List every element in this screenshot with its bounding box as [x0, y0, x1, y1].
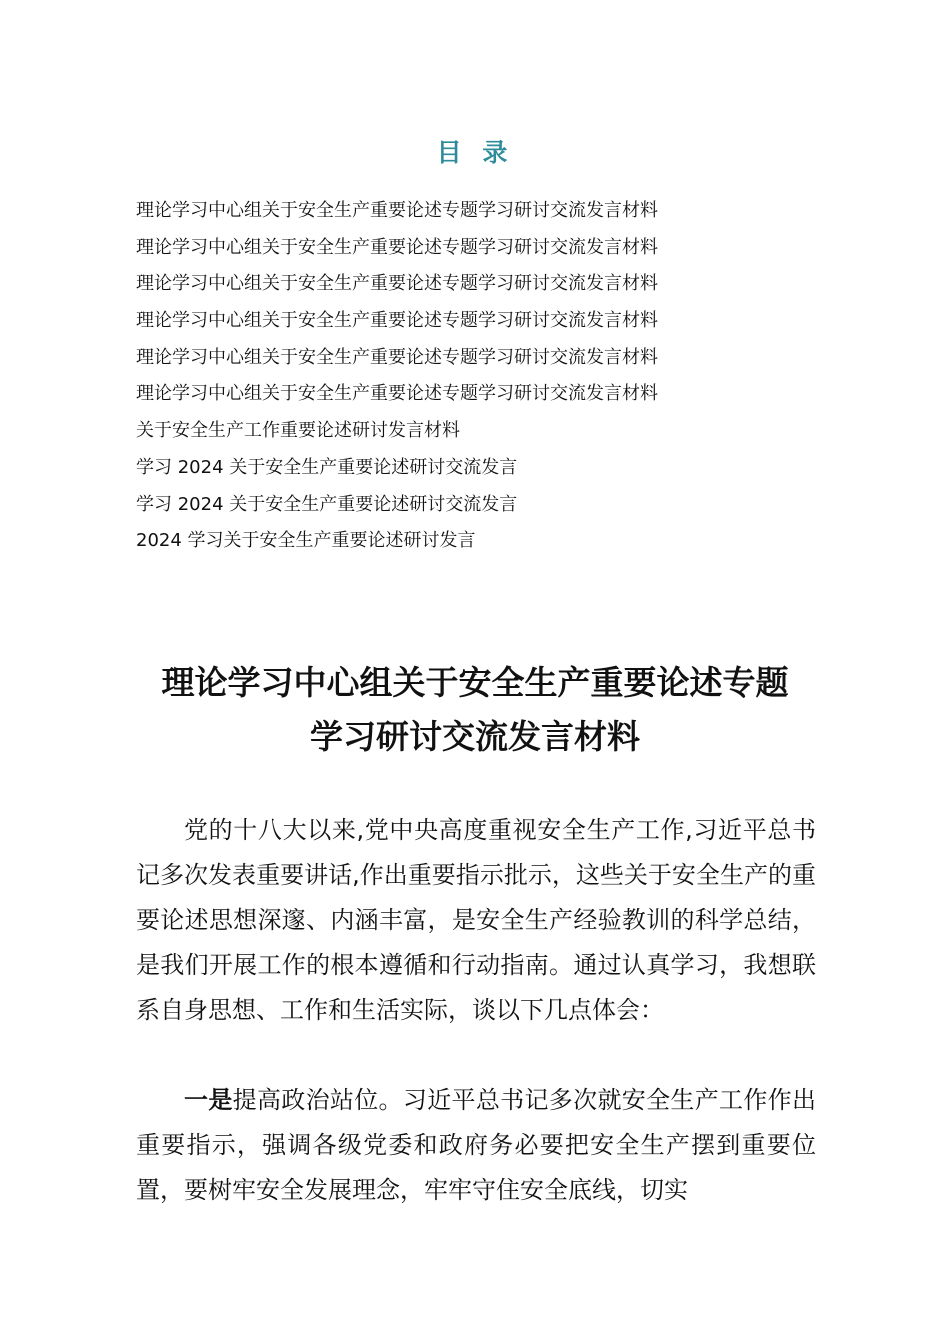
document-title — [110, 656, 840, 764]
toc-item[interactable]: 学习 2024 关于安全生产重要论述研讨交流发言 — [136, 493, 518, 515]
document-title-line-1: 理论学习中心组关于安全生产重要论述专题 — [161, 663, 789, 702]
toc-item[interactable]: 理论学习中心组关于安全生产重要论述专题学习研讨交流发言材料 — [136, 200, 658, 221]
toc-item[interactable]: 关于安全生产工作重要论述研讨发言材料 — [136, 420, 460, 442]
toc-title: 目 录 — [436, 138, 514, 167]
document-title-line-2: 学习研讨交流发言材料 — [310, 717, 640, 756]
toc-item[interactable]: 2024 学习关于安全生产重要论述研讨发言 — [136, 530, 476, 552]
toc-item[interactable]: 理论学习中心组关于安全生产重要论述专题学习研讨交流发言材料 — [136, 236, 658, 258]
body-paragraph-1: 党的十八大以来,党中央高度重视安全生产工作,习近平总书记多次发表重要讲话,作出重要指示批示，这些关于安全生产的重要论述思想深邃、内涵丰富，是安全生产经验教训的科学总结，是我们开展工作的根本遵循和行动指南。通过认真学习，我想联系自身思想、工作和生活实际，谈以下几点体会： — [136, 816, 816, 1024]
toc-item[interactable]: 理论学习中心组关于安全生产重要论述专题学习研讨交流发言材料 — [136, 310, 658, 332]
toc-item[interactable]: 理论学习中心组关于安全生产重要论述专题学习研讨交流发言材料 — [136, 383, 658, 405]
toc-item[interactable]: 理论学习中心组关于安全生产重要论述专题学习研讨交流发言材料 — [136, 346, 658, 368]
paragraph-2-text: 提高政治站位。习近平总书记多次就安全生产工作作出重要指示，强调各级党委和政府务必要把安全生产摆到重要位置，要树牢安全发展理念，牢牢守住安全底线，切实 — [136, 1086, 816, 1204]
toc-list — [136, 193, 836, 560]
toc-item[interactable]: 学习 2024 关于安全生产重要论述研讨交流发言 — [136, 456, 518, 478]
paragraph-lead-bold: 一是 — [184, 1086, 233, 1114]
toc-item[interactable]: 理论学习中心组关于安全生产重要论述专题学习研讨交流发言材料 — [136, 273, 658, 295]
body-paragraph-2 — [136, 1078, 816, 1213]
